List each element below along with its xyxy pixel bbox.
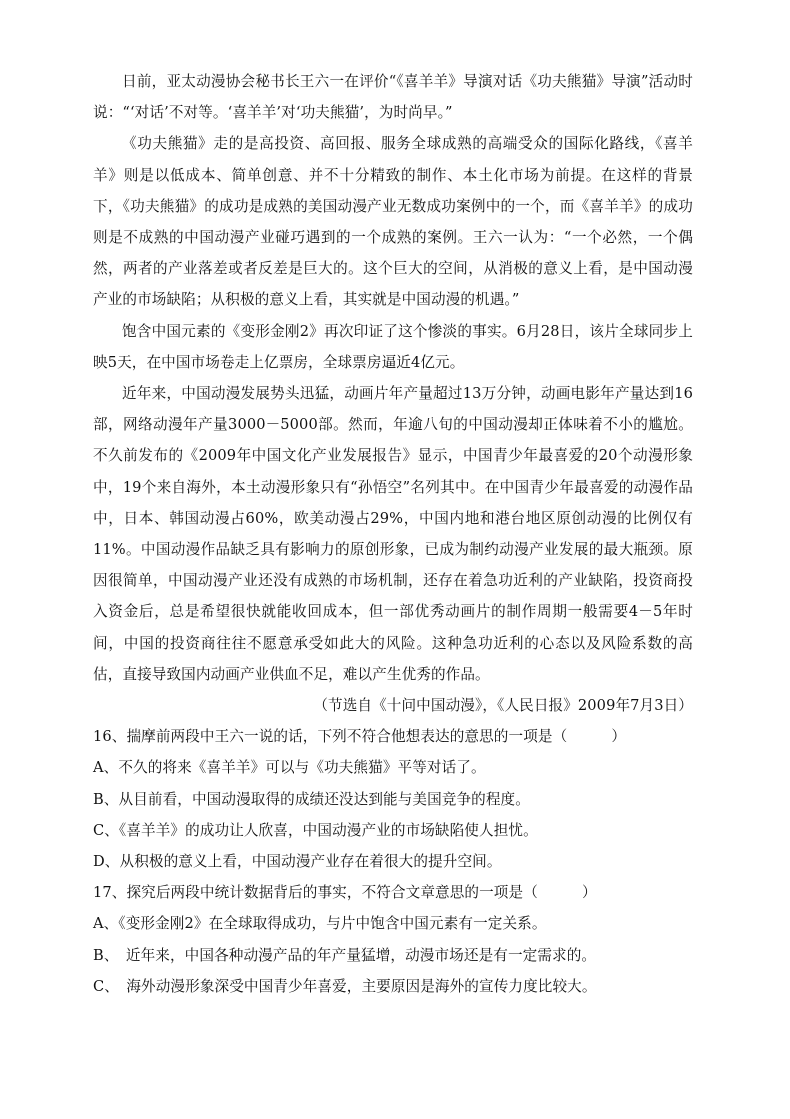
question-17-option-a: A、《变形金刚2》在全球取得成功，与片中饱含中国元素有一定关系。 — [93, 915, 547, 933]
document-body — [93, 66, 693, 1002]
question-16-option-c: C、《喜羊羊》的成功让人欣喜，中国动漫产业的市场缺陷使人担忧。 — [93, 821, 538, 839]
article-source: （节选自《十问中国动漫》，《人民日报》2009年7月3日） — [313, 697, 693, 715]
question-16-option-b: B、从目前看，中国动漫取得的成绩还没达到能与美国竞争的程度。 — [93, 790, 530, 808]
question-17-option-b: B、 近年来，中国各种动漫产品的年产量猛增，动漫市场还是有一定需求的。 — [93, 946, 597, 964]
question-16-stem: 16、揣摩前两段中王六一说的话，下列不符合他想表达的意思的一项是（ ） — [93, 728, 627, 746]
question-16-option-d: D、从积极的意义上看，中国动漫产业存在着很大的提升空间。 — [93, 853, 502, 871]
article-paragraph-1: 日前，亚太动漫协会秘书长王六一在评价“《喜羊羊》导演对话《功夫熊猫》导演”活动时说：“‘对话’不对等。‘喜羊羊’对‘功夫熊猫’，为时尚早。” — [93, 73, 693, 122]
question-17-option-c: C、 海外动漫形象深受中国青少年喜爱，主要原因是海外的宣传力度比较大。 — [93, 977, 597, 995]
article-paragraph-3: 饱含中国元素的《变形金刚2》再次印证了这个惨淡的事实。6月28日，该片全球同步上映5天，在中国市场卷走上亿票房，全球票房逼近4亿元。 — [93, 322, 693, 371]
question-16-option-a: A、不久的将来《喜羊羊》可以与《功夫熊猫》平等对话了。 — [93, 759, 486, 777]
article-paragraph-2: 《功夫熊猫》走的是高投资、高回报、服务全球成熟的高端受众的国际化路线，《喜羊羊》则是以低成本、简单创意、并不十分精致的制作、本土化市场为前提。在这样的背景下，《功夫熊猫》的成功是成熟的美国动漫产业无数成功案例中的一个，而《喜羊羊》的成功则是不成熟的中国动漫产业碰巧遇到的一个成熟的案例。王六一认为：“一个必然，一个偶然，两者的产业落差或者反差是巨大的。这个巨大的空间，从消极的意义上看，是中国动漫产业的市场缺陷；从积极的意义上看，其实就是中国动漫的机遇。” — [93, 135, 693, 309]
question-17-stem: 17、探究后两段中统计数据背后的事实，不符合文章意思的一项是（ ） — [93, 884, 597, 902]
article-paragraph-4: 近年来，中国动漫发展势头迅猛，动画片年产量超过13万分钟，动画电影年产量达到16部，网络动漫年产量3000－5000部。然而，年逾八旬的中国动漫却正体味着不小的尴尬。不久前发布的《2009年中国文化产业发展报告》显示，中国青少年最喜爱的20个动漫形象中，19个来自海外，本土动漫形象只有“孙悟空”名列其中。在中国青少年最喜爱的动漫作品中，日本、韩国动漫占60%，欧美动漫占29%，中国内地和港台地区原创动漫的比例仅有11%。中国动漫作品缺乏具有影响力的原创形象，已成为制约动漫产业发展的最大瓶颈。原因很简单，中国动漫产业还没有成熟的市场机制，还存在着急功近利的产业缺陷，投资商投入资金后，总是希望很快就能收回成本，但一部优秀动画片的制作周期一般需要4－5年时间，中国的投资商往往不愿意承受如此大的风险。这种急功近利的心态以及风险系数的高估，直接导致国内动画产业供血不足，难以产生优秀的作品。 — [93, 385, 693, 683]
